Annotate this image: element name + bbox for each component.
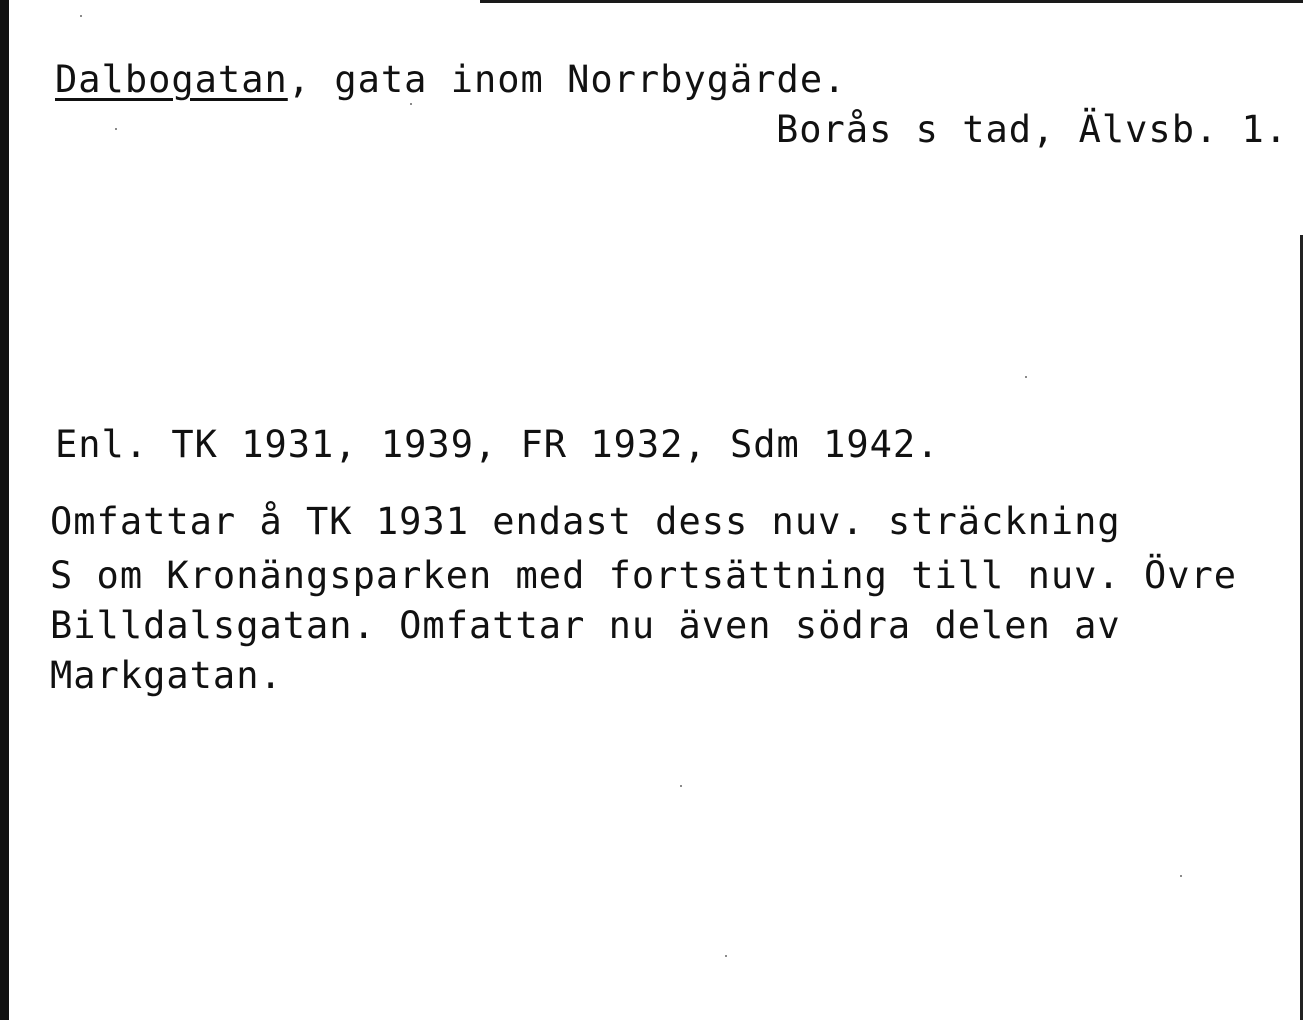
body-line-1: Omfattar å TK 1931 endast dess nuv. sträckning [50, 500, 1121, 543]
scan-edge-top [480, 0, 1303, 3]
street-name: Dalbogatan [55, 58, 288, 101]
sources-line: Enl. TK 1931, 1939, FR 1932, Sdm 1942. [55, 423, 940, 466]
body-line-2: S om Kronängsparken med fortsättning till nuv. Övre [50, 554, 1238, 597]
scan-speck [725, 955, 727, 957]
scan-speck [115, 128, 117, 130]
card-heading [55, 58, 846, 102]
location-line: Borås s tad, Älvsb. 1. [776, 108, 1289, 151]
scan-speck [80, 15, 82, 17]
scan-speck [410, 103, 412, 105]
scan-speck [1180, 875, 1182, 877]
street-description: , gata inom Norrbygärde. [287, 58, 847, 101]
body-line-4: Markgatan. [50, 654, 283, 697]
body-line-3: Billdalsgatan. Omfattar nu även södra delen av [50, 604, 1121, 647]
scan-edge-left [0, 0, 9, 1020]
scan-speck [680, 785, 682, 787]
scan-speck [1025, 376, 1027, 378]
